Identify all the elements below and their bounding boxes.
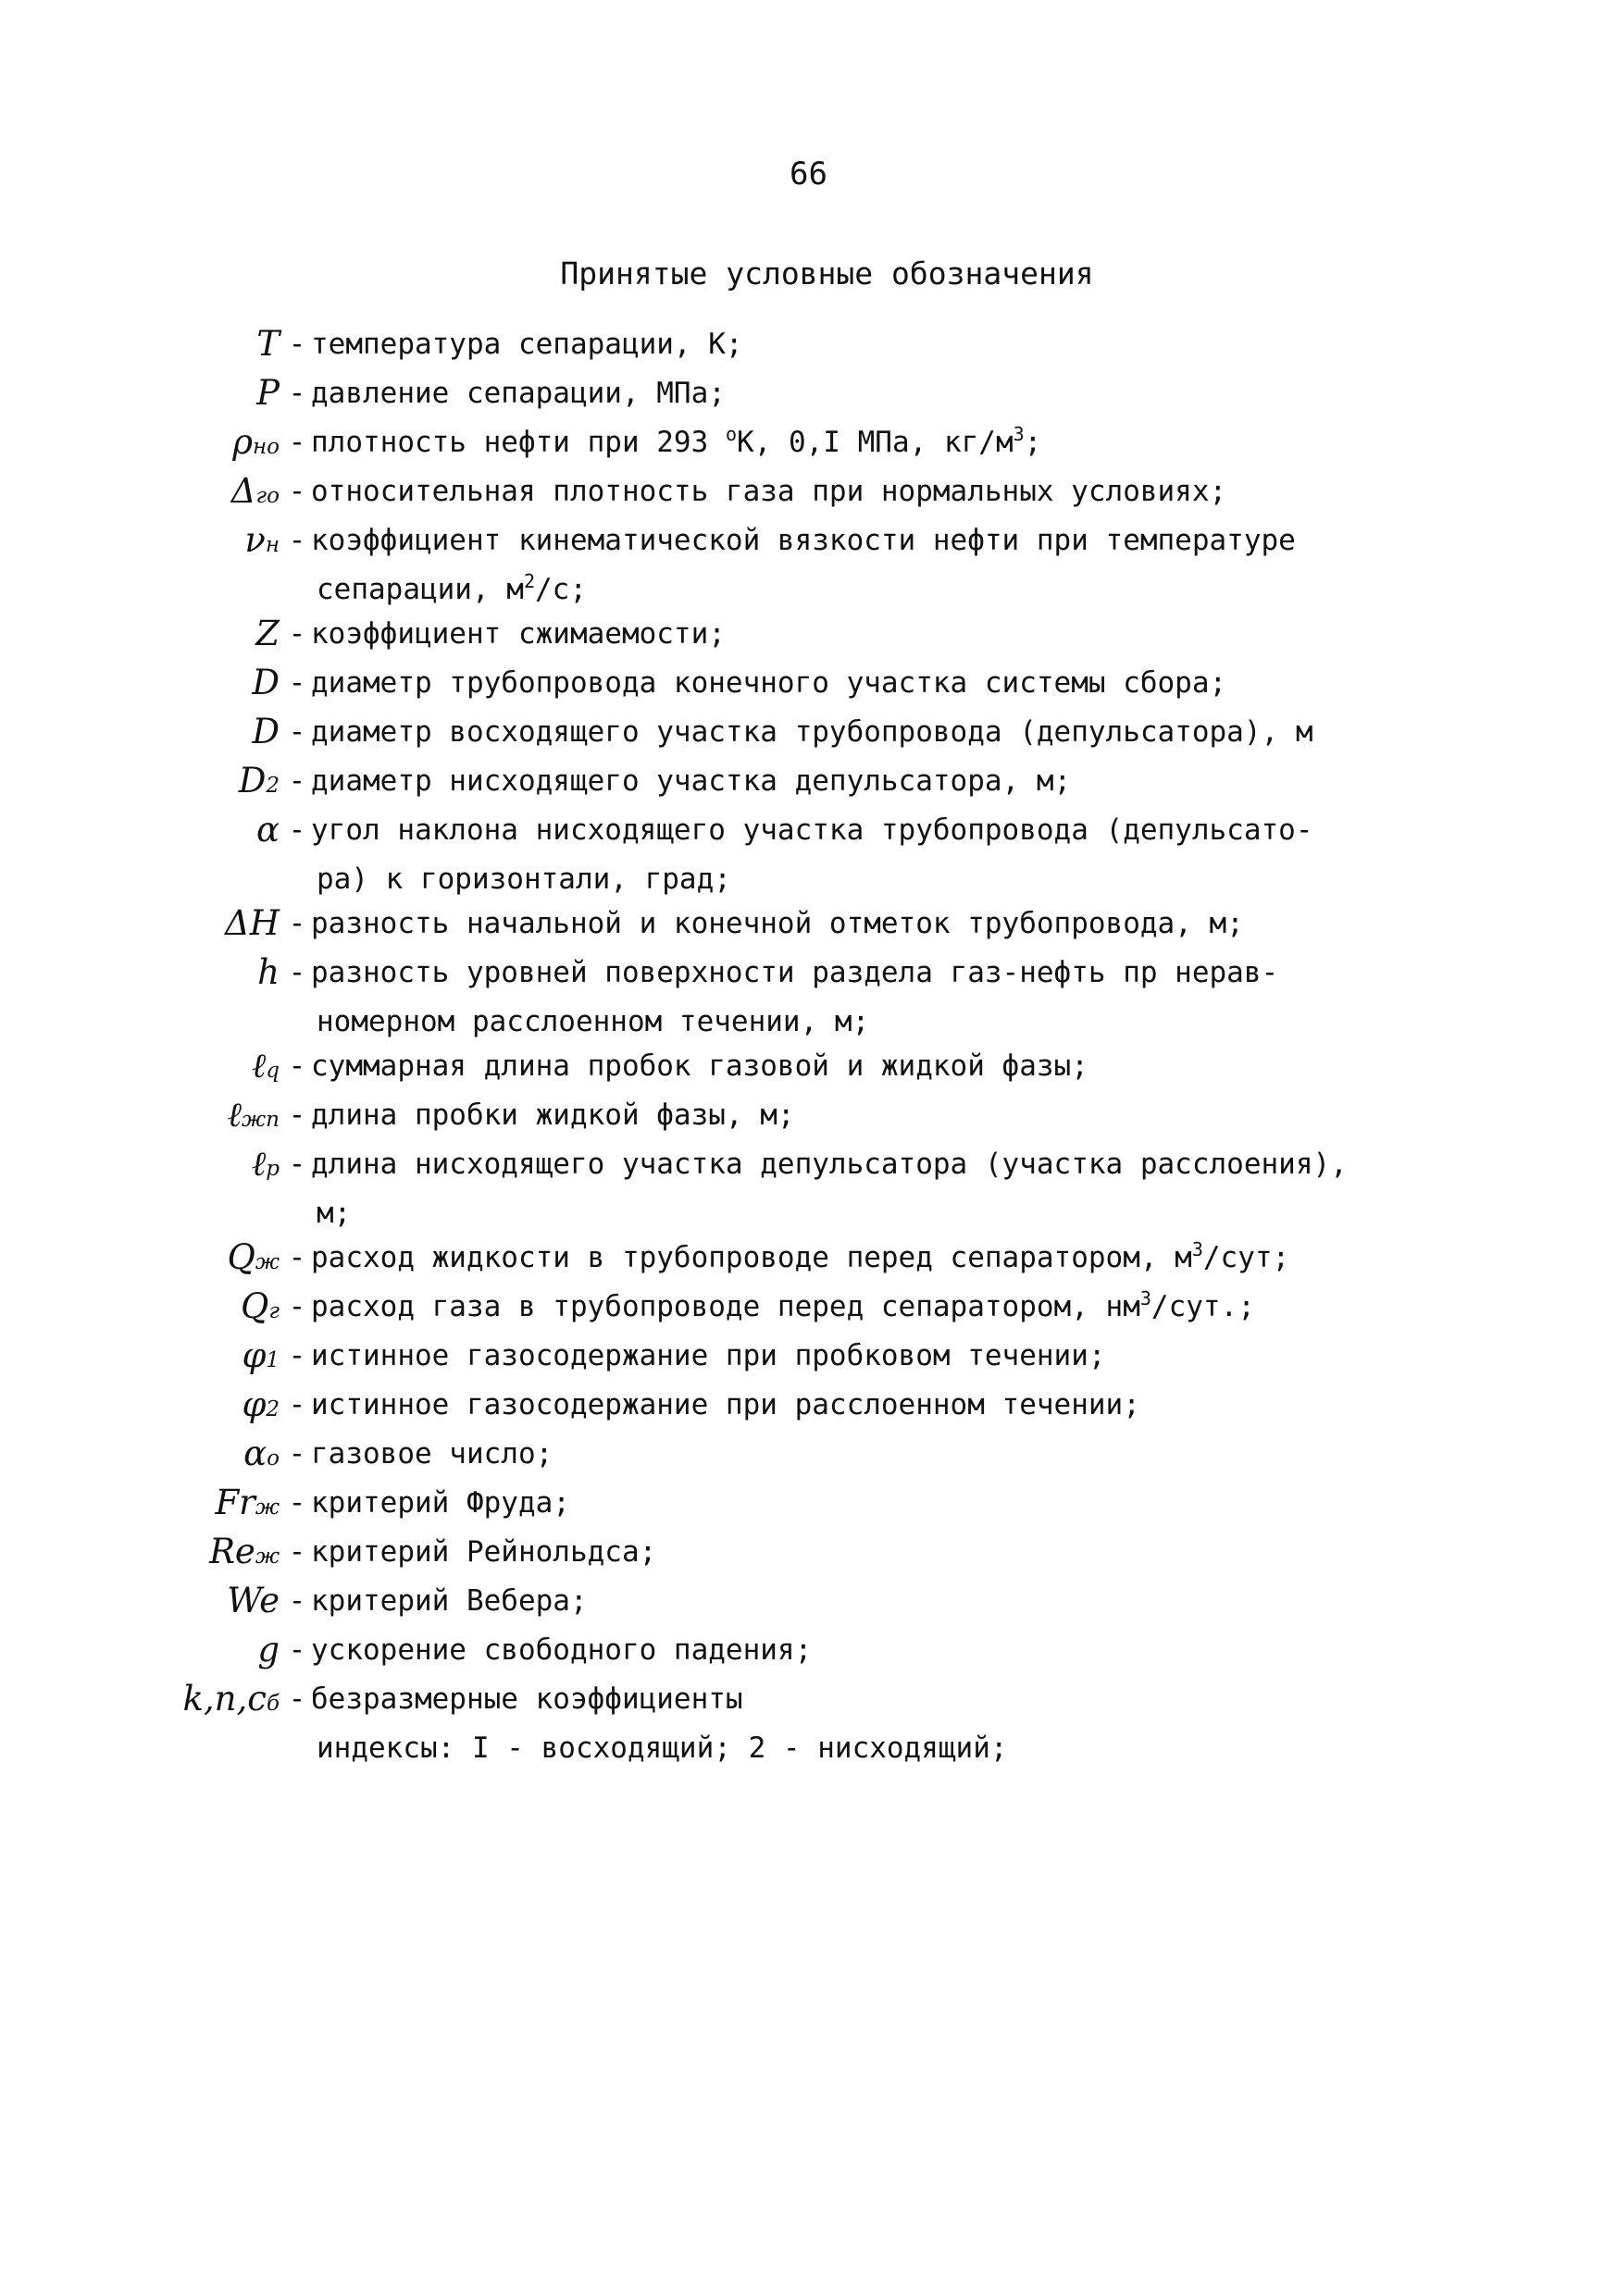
description: разность начальной и конечной отметок трубопровода, м; xyxy=(311,907,1244,940)
symbol: ρно xyxy=(232,422,280,462)
symbol: P xyxy=(256,373,280,413)
notation-row-inclination-angle: α - угол наклона нисходящего участка трубопровода (депульсато- xyxy=(167,808,1481,857)
description: диаметр восходящего участка трубопровода (депульсатора), м xyxy=(311,715,1313,749)
description-continuation: м; xyxy=(317,1197,352,1230)
symbol: ΔH xyxy=(225,903,280,943)
notation-row-void-fraction-stratified: φ2 - истинное газосодержание при расслоенном течении; xyxy=(167,1383,1481,1432)
symbol: φ1 xyxy=(242,1335,280,1375)
notation-row-total-slug-length: ℓq - суммарная длина пробок газовой и жидкой фазы; xyxy=(167,1044,1481,1093)
description: диаметр нисходящего участка депульсатора, м; xyxy=(311,764,1072,798)
description-continuation: номерном расслоенном течении, м; xyxy=(317,1005,870,1038)
symbol: Reж xyxy=(209,1532,280,1571)
notation-row-descending-diameter: D2 - диаметр нисходящего участка депульсатора, м; xyxy=(167,759,1481,808)
description-continuation: сепарации, $м^2/с$; xyxy=(317,570,588,606)
description: длина нисходящего участка депульсатора (участка расслоения), xyxy=(311,1148,1348,1181)
notation-row-froude: Frж - критерий Фруда; xyxy=(167,1481,1481,1530)
symbol: Qг xyxy=(241,1286,280,1326)
description: плотность нефти при 293 $^о$К, 0,I МПа, $кг/м^3$; xyxy=(311,423,1042,459)
page-number: 66 xyxy=(790,155,827,192)
description: суммарная длина пробок газовой и жидкой фазы; xyxy=(311,1049,1088,1083)
notation-row-dimensionless-coefficients: k,n,cб - безразмерные коэффициенты xyxy=(167,1677,1481,1726)
symbol: We xyxy=(227,1581,280,1620)
notation-row-pipe-diameter: D - диаметр трубопровода конечного участка системы сбора; xyxy=(167,661,1481,710)
notation-row-pressure: P - давление сепарации, МПа; xyxy=(167,371,1481,420)
notation-row-compressibility: Z - коэффициент сжимаемости; xyxy=(167,612,1481,661)
description: давление сепарации, МПа; xyxy=(311,377,726,410)
description: критерий Фруда; xyxy=(311,1486,570,1520)
symbol: ℓр xyxy=(251,1144,280,1184)
symbol: D xyxy=(252,712,280,751)
symbol: D xyxy=(252,663,280,702)
description: газовое число; xyxy=(311,1437,554,1471)
symbol: g xyxy=(257,1630,280,1669)
notation-row-liquid-slug-length: ℓжп - длина пробки жидкой фазы, м; xyxy=(167,1093,1481,1142)
symbol: D2 xyxy=(238,761,280,800)
description: ускорение свободного падения; xyxy=(311,1633,813,1667)
description: истинное газосодержание при пробковом течении; xyxy=(311,1339,1106,1372)
symbol: φ2 xyxy=(242,1384,280,1424)
symbol: α xyxy=(256,810,280,850)
description: критерий Вебера; xyxy=(311,1584,588,1618)
description: критерий Рейнольдса; xyxy=(311,1535,657,1569)
symbol: αо xyxy=(243,1433,280,1473)
symbol: h xyxy=(257,952,280,992)
symbol: Frж xyxy=(215,1483,280,1522)
description: относительная плотность газа при нормальных условиях; xyxy=(311,475,1227,508)
symbol: Z xyxy=(255,614,280,653)
notation-row-gravity: g - ускорение свободного падения; xyxy=(167,1628,1481,1677)
symbol: ℓжп xyxy=(227,1095,280,1135)
symbol: Qж xyxy=(227,1237,280,1277)
notation-list xyxy=(167,322,1481,1770)
notation-row-void-fraction-slug: φ1 - истинное газосодержание при пробковом течении; xyxy=(167,1334,1481,1383)
description: коэффициент сжимаемости; xyxy=(311,617,726,651)
symbol: ℓq xyxy=(251,1046,280,1086)
description: расход жидкости в трубопроводе перед сепаратором, $м^3$/сут; xyxy=(311,1238,1290,1274)
notation-row-gas-relative-density: Δго - относительная плотность газа при нормальных условиях; xyxy=(167,469,1481,518)
description-continuation: ра) к горизонтали, град; xyxy=(317,863,731,896)
notation-row-elevation-difference: ΔH - разность начальной и конечной отметок трубопровода, м; xyxy=(167,901,1481,950)
description: истинное газосодержание при расслоенном течении; xyxy=(311,1388,1140,1421)
description: угол наклона нисходящего участка трубопровода (депульсато- xyxy=(311,813,1313,847)
symbol: k,n,cб xyxy=(182,1679,280,1719)
notation-row-reynolds: Reж - критерий Рейнольдса; xyxy=(167,1530,1481,1579)
notation-row-kinematic-viscosity: νн - коэффициент кинематической вязкости нефти при температуре xyxy=(167,518,1481,567)
notation-row-gas-factor: αо - газовое число; xyxy=(167,1432,1481,1481)
symbol: Δго xyxy=(230,471,280,511)
symbol: T xyxy=(256,324,280,364)
description: разность уровней поверхности раздела газ-нефть пр нерав- xyxy=(311,956,1279,989)
notation-row-gas-flow-rate: Qг - расход газа в трубопроводе перед сепаратором, $нм^3$/сут.; xyxy=(167,1285,1481,1334)
notation-row-level-difference: h - разность уровней поверхности раздела газ-нефть пр нерав- xyxy=(167,950,1481,999)
notation-row-liquid-flow-rate: Qж - расход жидкости в трубопроводе перед сепаратором, $м^3$/сут; xyxy=(167,1235,1481,1285)
notation-row-descending-length: ℓр - длина нисходящего участка депульсатора (участка расслоения), xyxy=(167,1142,1481,1191)
description: безразмерные коэффициенты xyxy=(311,1682,743,1716)
notation-row-oil-density: ρно - плотность нефти при 293 $^о$К, 0,I МПа, $кг/м^3$; xyxy=(167,420,1481,469)
notation-row-weber: We - критерий Вебера; xyxy=(167,1579,1481,1628)
notation-row-ascending-diameter: D - диаметр восходящего участка трубопровода (депульсатора), м xyxy=(167,710,1481,759)
description: коэффициент кинематической вязкости нефти при температуре xyxy=(311,524,1296,557)
description: расход газа в трубопроводе перед сепаратором, $нм^3$/сут.; xyxy=(311,1287,1255,1323)
description: диаметр трубопровода конечного участка системы сбора; xyxy=(311,666,1227,700)
symbol: νн xyxy=(244,520,280,560)
description: длина пробки жидкой фазы, м; xyxy=(311,1098,795,1132)
notation-row-temperature: T - температура сепарации, К; xyxy=(167,322,1481,371)
page-title: Принятые условные обозначения xyxy=(560,255,1094,292)
indices-note: индексы: I - восходящий; 2 - нисходящий; xyxy=(317,1731,1008,1765)
description: температура сепарации, К; xyxy=(311,328,743,361)
